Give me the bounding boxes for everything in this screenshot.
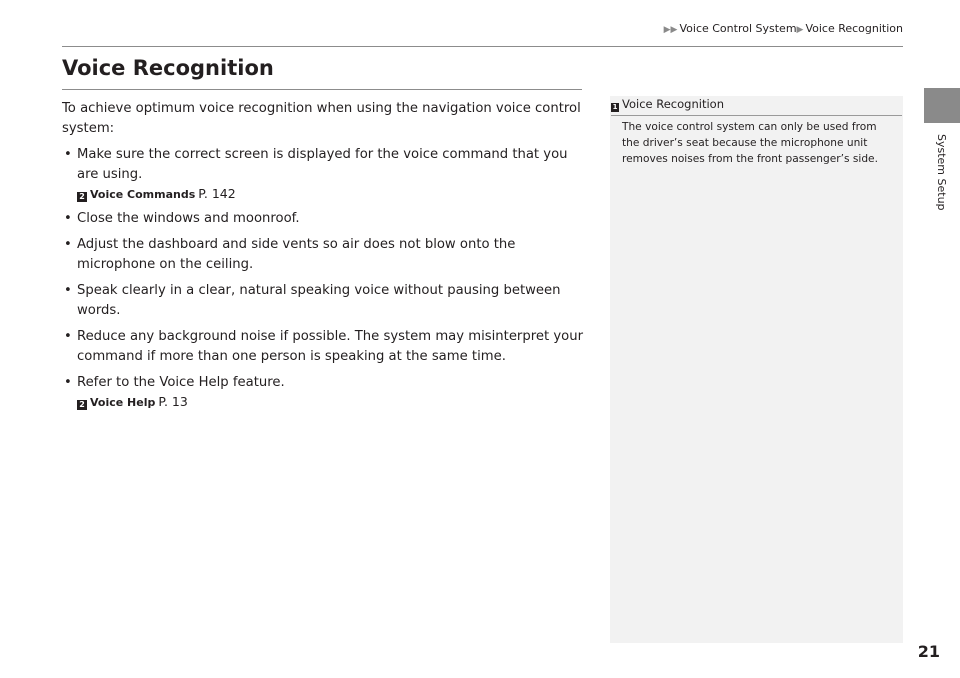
breadcrumb-arrow-icon: ▶▶ <box>663 25 678 35</box>
list-item <box>62 209 586 229</box>
xref-title[interactable]: Voice Help <box>90 396 156 409</box>
page-title: Voice Recognition <box>62 56 274 80</box>
bullet-icon: • <box>64 329 72 344</box>
list-item <box>62 281 586 321</box>
side-note-heading <box>611 97 724 112</box>
list-item <box>62 327 586 367</box>
reference-arrow-icon: 2 <box>77 192 87 202</box>
bullet-icon: • <box>64 237 72 252</box>
breadcrumb-item-voice-control-system[interactable]: Voice Control System <box>679 22 797 35</box>
intro-paragraph: To achieve optimum voice recognition when using the navigation voice control system: <box>62 101 581 136</box>
main-content <box>62 99 586 417</box>
list-item <box>62 235 586 275</box>
xref-page[interactable]: P. 142 <box>198 186 236 201</box>
breadcrumb <box>664 22 903 35</box>
side-note-title: Voice Recognition <box>622 97 724 111</box>
note-number-icon: 1 <box>612 103 618 111</box>
bullet-icon: • <box>64 375 72 390</box>
section-tab-marker[interactable] <box>924 88 960 123</box>
section-tab-text: System Setup <box>935 134 948 211</box>
cross-reference-voice-commands[interactable] <box>77 186 586 203</box>
list-item-text: Adjust the dashboard and side vents so air does not blow onto the microphone on the ceiling. <box>77 237 516 272</box>
list-item-text: Refer to the Voice Help feature. <box>77 375 285 390</box>
bullet-icon: • <box>64 283 72 298</box>
title-divider <box>62 89 582 90</box>
list-item-text: Make sure the correct screen is displayed for the voice command that you are using. <box>77 147 568 182</box>
xref-page[interactable]: P. 13 <box>158 394 188 409</box>
list-item-text: Reduce any background noise if possible. The system may misinterpret your command if more than one person is speaking at the same time. <box>77 329 583 364</box>
cross-reference-voice-help[interactable] <box>77 394 586 411</box>
list-item-text: Speak clearly in a clear, natural speaking voice without pausing between words. <box>77 283 561 318</box>
reference-arrow-icon: 2 <box>77 400 87 410</box>
list-item <box>62 145 586 203</box>
page-number: 21 <box>917 642 940 661</box>
bullet-icon: • <box>64 211 72 226</box>
xref-title[interactable]: Voice Commands <box>90 188 196 201</box>
list-item-text: Close the windows and moonroof. <box>77 211 300 226</box>
list-item <box>62 373 586 411</box>
side-note-panel <box>610 96 903 643</box>
side-note-body: The voice control system can only be used from the driver’s seat because the microphone unit removes noises from the front passenger’s side. <box>622 121 878 165</box>
side-note-divider <box>611 115 902 116</box>
header-divider <box>62 46 903 47</box>
recommendation-list <box>62 145 586 411</box>
bullet-icon: • <box>64 147 72 162</box>
breadcrumb-item-voice-recognition: Voice Recognition <box>805 22 903 35</box>
breadcrumb-separator-icon: ▶ <box>796 25 804 35</box>
